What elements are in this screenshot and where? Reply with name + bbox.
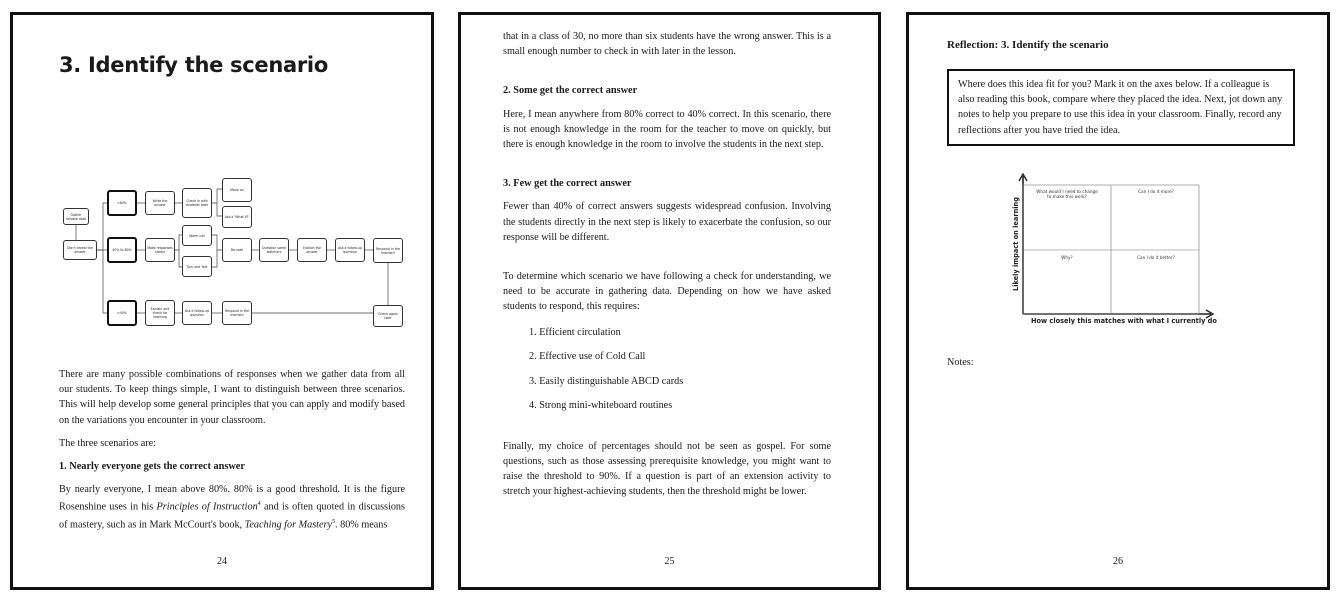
- page-number: 26: [1113, 556, 1123, 567]
- subheading-scenario-3: 3. Few get the correct answer: [503, 178, 632, 190]
- flowchart: [61, 180, 413, 352]
- list-item: 1. Efficient circulation: [529, 326, 621, 338]
- quadrant-top-right: Can I do it more?: [1138, 189, 1174, 194]
- box-40-to-80: 40% to 80%: [107, 237, 137, 263]
- paragraph: There are many possible combinations of responses when we gather data from all our students. To keep things simple, I want to distinguish between three scenarios. This will help develop some general principles that you can apply and modify based on the variations you encounter in your classroom.: [59, 369, 405, 426]
- text-run: By nearly everyone, I mean above 80%. 80% is a good threshold. It is the figure Rosenshine uses in his: [59, 484, 405, 513]
- box-revote: Re-vote: [222, 238, 252, 262]
- box-check-again: Check again later: [373, 305, 403, 327]
- page-number: 24: [217, 556, 227, 567]
- box-write-answer: Write the answer: [145, 191, 175, 215]
- quadrant-top-left: What would I need to change to make this work?: [1036, 189, 1098, 199]
- page25-text: [503, 29, 831, 499]
- reflection-axes[interactable]: [1009, 170, 1217, 325]
- box-check-in: Check in with students later: [182, 188, 212, 218]
- book-title: Teaching for Mastery: [244, 519, 332, 531]
- box-respond-moment-2: Respond in the moment: [222, 301, 252, 325]
- book-title: Principles of Instruction: [156, 501, 258, 513]
- chapter-heading: 3. Identify the scenario: [59, 53, 328, 77]
- box-turn-talk: Turn and Talk: [182, 256, 212, 277]
- page-24: [10, 12, 434, 590]
- paragraph: To determine which scenario we have following a check for understanding, we need to be accurate in gathering data. Depending on how we have asked students to respond, this requires:: [503, 271, 831, 313]
- notes-label: Notes:: [947, 357, 974, 368]
- box-below-40: <40%: [107, 300, 137, 326]
- paragraph: Fewer than 40% of correct answers suggests widespread confusion. Involving the students directly in the next step is likely to exacerbate the confusion, so our response will be different.: [503, 201, 831, 243]
- box-warm-call: Warm call: [182, 225, 212, 246]
- box-dont-reveal: Don't reveal the answer: [63, 240, 97, 260]
- box-make-visible: Make responses visible: [145, 238, 175, 262]
- reflection-heading: Reflection: 3. Identify the scenario: [947, 39, 1109, 51]
- text-run: and is often quoted in discussions of mastery, such as in Mark McCourt's book,: [59, 501, 405, 531]
- footnote-ref[interactable]: 5: [332, 519, 335, 526]
- x-axis-label: How closely this matches with what I currently do: [1031, 317, 1217, 325]
- box-respond-moment: Respond in the moment: [373, 238, 403, 263]
- subheading-scenario-1: 1. Nearly everyone gets the correct answer: [59, 461, 245, 473]
- requirements-list: [503, 325, 831, 414]
- page-26: [906, 12, 1330, 590]
- text-run: . 80% means: [335, 519, 388, 531]
- list-item: 3. Easily distinguishable ABCD cards: [529, 375, 684, 387]
- box-ask-followup-2: Ask a follow-up question: [182, 301, 212, 325]
- box-explain-answer: Explain the answer: [297, 238, 327, 262]
- page24-text: [59, 367, 405, 533]
- paragraph: [59, 482, 405, 532]
- quadrant-bottom-right: Can I do it better?: [1137, 255, 1175, 260]
- paragraph: Here, I mean anywhere from 80% correct to 40% correct. In this scenario, there is not enough knowledge in the room for the teacher to move on quickly, but there is enough knowledge in the room to involve the students in the next step.: [503, 108, 831, 151]
- box-question-some: Question some watchers: [259, 238, 289, 262]
- box-ask-whatif: Ask a 'What if?': [222, 206, 252, 228]
- page-25: [458, 12, 881, 590]
- quadrant-bottom-left: Why?: [1061, 255, 1073, 260]
- y-axis-label: Likely impact on learning: [1012, 197, 1020, 291]
- page-number: 25: [664, 556, 675, 567]
- reflection-prompt-box: [947, 69, 1295, 146]
- subheading-scenario-2: 2. Some get the correct answer: [503, 85, 638, 97]
- box-above-80: >80%: [107, 190, 137, 216]
- box-explain-check: Explain and check for listening: [145, 300, 175, 326]
- box-gather: Gather reliable data: [63, 208, 89, 225]
- paragraph: Finally, my choice of percentages should not be seen as gospel. For some questions, such as those assessing prerequisite knowledge, you might want to raise the threshold to 90%. If a question is part of an extension activity to stretch your highest-achieving students, then the threshold might be lower.: [503, 440, 831, 498]
- reflection-prompt: Where does this idea fit for you? Mark it on the axes below. If a colleague is also reading this book, compare where they placed the idea. Next, jot down any notes to help you prepare to use this idea in your classroom. Finally, record any reflections after you have tried the idea.: [958, 79, 1283, 136]
- box-move-on: Move on: [222, 178, 252, 202]
- list-item: 4. Strong mini-whiteboard routines: [529, 400, 673, 412]
- list-item: 2. Effective use of Cold Call: [529, 351, 646, 363]
- paragraph: that in a class of 30, no more than six students have the wrong answer. This is a small enough number to check in with later in the lesson.: [503, 31, 831, 58]
- footnote-ref[interactable]: 4: [257, 501, 261, 508]
- paragraph: The three scenarios are:: [59, 437, 157, 449]
- box-ask-followup: Ask a follow-up question: [335, 238, 365, 262]
